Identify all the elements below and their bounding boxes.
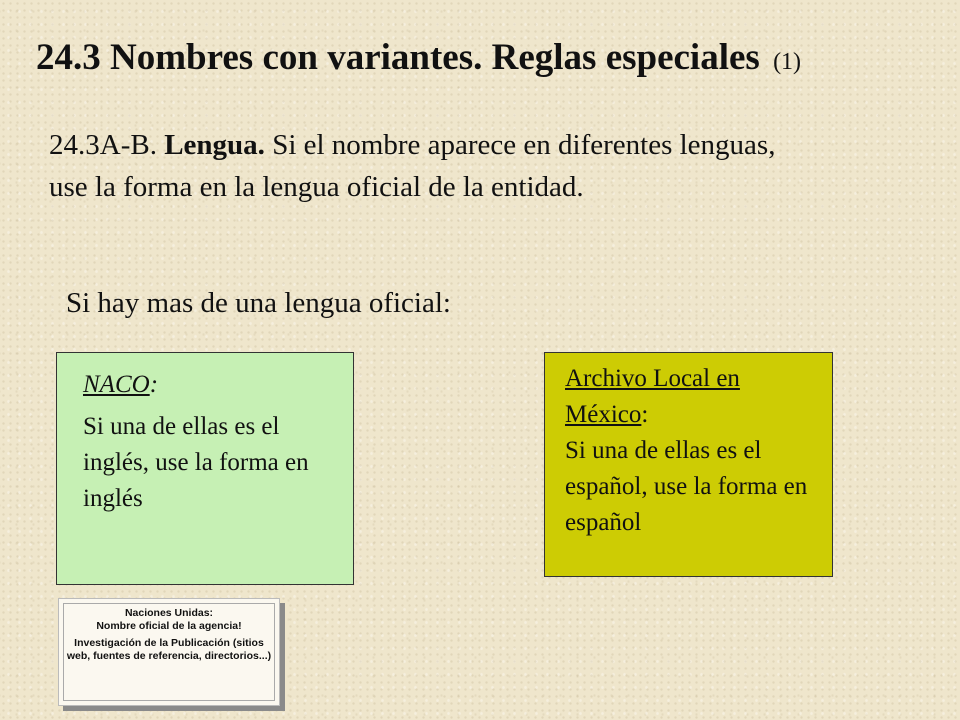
intro-paragraph [49, 124, 809, 208]
naco-box [56, 352, 354, 585]
intro-text: Si el nombre aparece en diferentes lenguas, use la forma en la lengua oficial de la entidad. [49, 129, 776, 203]
naco-box-body: Si una de ellas es el inglés, use la forma en inglés [83, 413, 309, 512]
mexico-box [544, 352, 833, 577]
note-line-1: Naciones Unidas: [124, 607, 214, 619]
mexico-box-body: Si una de ellas es el español, use la forma en español [565, 437, 808, 536]
mexico-heading-label: Archivo Local en México [565, 365, 740, 428]
naco-heading-label: NACO [83, 371, 150, 398]
note-box [58, 598, 280, 706]
note-line-3: Investigación de la Publicación (sitios web, fuentes de referencia, directorios...) [66, 637, 272, 662]
slide-title-text: 24.3 Nombres con variantes. Reglas especiales [36, 37, 760, 78]
naco-heading-colon: : [149, 371, 159, 398]
naco-box-heading [83, 367, 339, 403]
slide-title [36, 36, 801, 79]
mexico-box-heading [565, 361, 820, 433]
intro-term: Lengua. [164, 129, 265, 161]
intro-prefix: 24.3A-B. [49, 129, 157, 161]
mexico-heading-colon: : [641, 401, 649, 428]
slide-title-suffix: (1) [773, 49, 802, 75]
sub-heading: Si hay mas de una lengua oficial: [66, 287, 451, 319]
note-content [63, 603, 275, 701]
note-line-2: Nombre oficial de la agencia! [96, 620, 242, 632]
